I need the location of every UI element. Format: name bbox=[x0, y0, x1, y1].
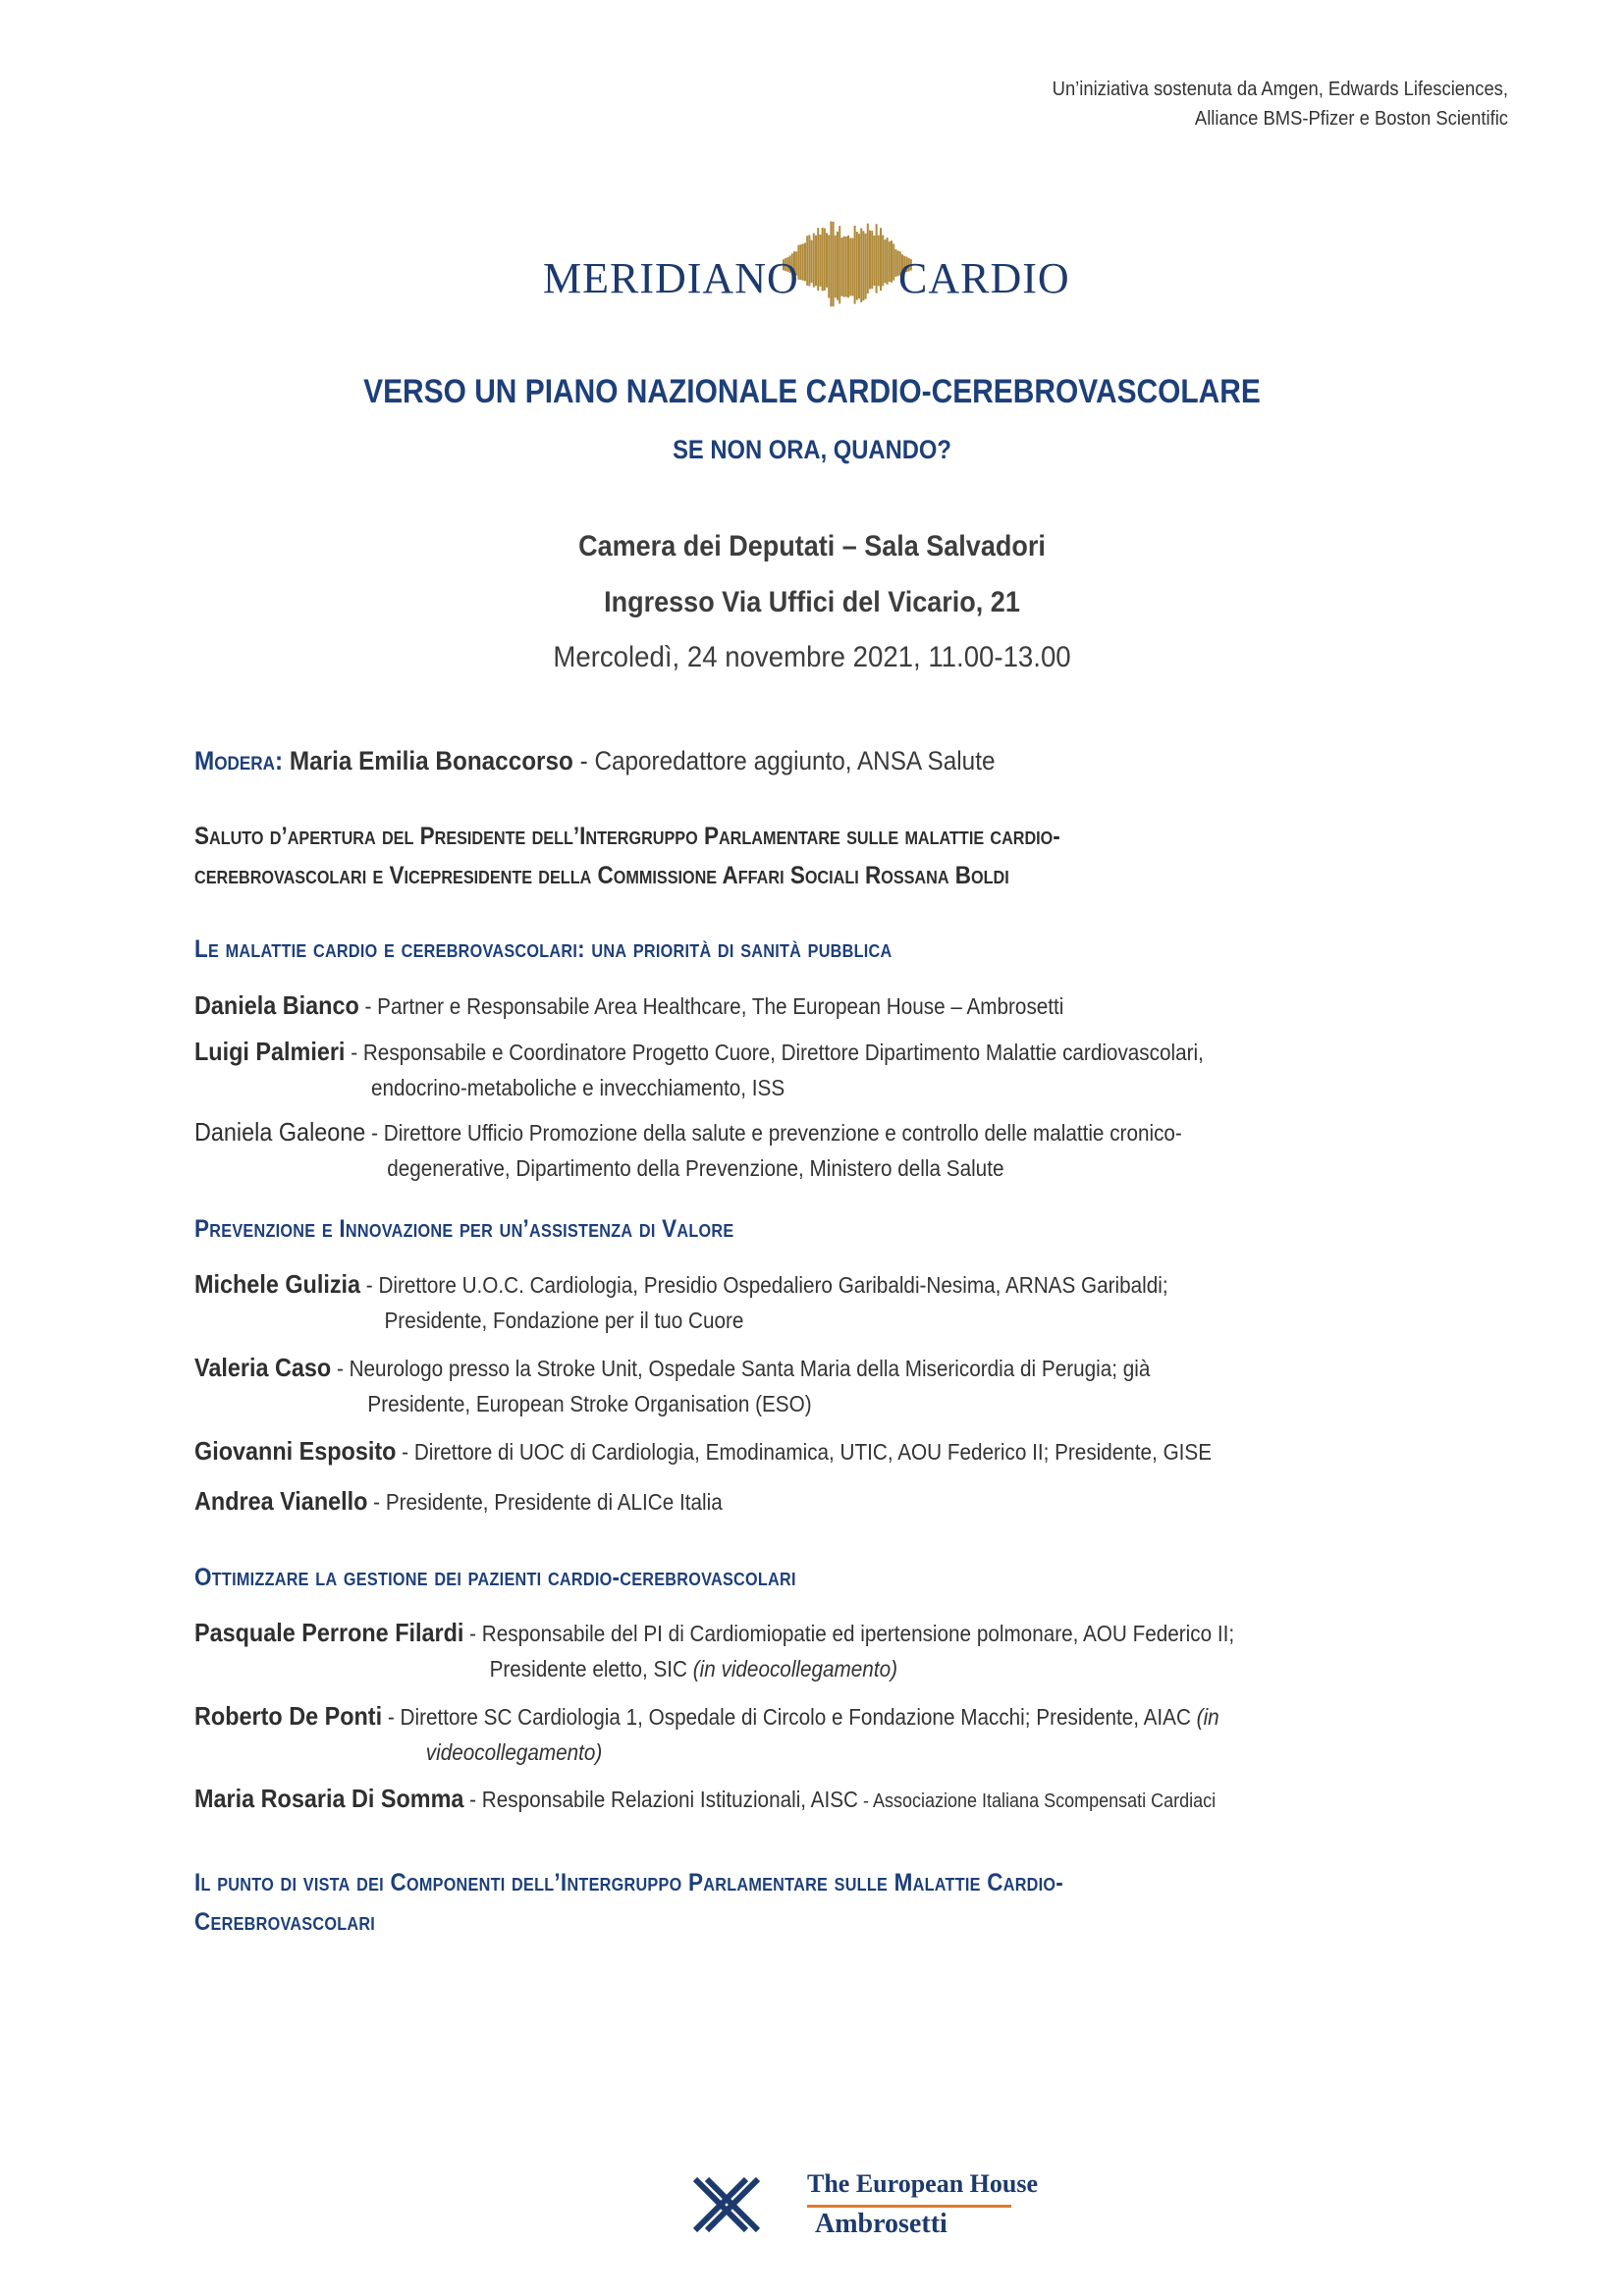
speaker-role: Direttore SC Cardiologia 1, Ospedale di Circolo e Fondazione Macchi; Presidente, AIAC bbox=[400, 1704, 1197, 1730]
sponsor-line-1: Un’iniziativa sostenuta da Amgen, Edwards Lifesciences, bbox=[1052, 79, 1508, 100]
speaker-name: Daniela Bianco bbox=[194, 990, 359, 1020]
speaker-michele-gulizia bbox=[194, 1266, 1343, 1338]
speaker-role: Neurologo presso la Stroke Unit, Ospedale Santa Maria della Misericordia di Perugia; già bbox=[349, 1356, 1151, 1381]
event-subtitle: SE NON ORA, QUANDO? bbox=[673, 435, 951, 464]
speaker-name: Giovanni Esposito bbox=[194, 1436, 397, 1466]
speaker-separator: - bbox=[396, 1439, 414, 1465]
venue-name: Camera dei Deputati – Sala Salvadori bbox=[578, 530, 1046, 562]
speaker-role-cont: endocrino-metaboliche e invecchiamento, ISS bbox=[371, 1075, 785, 1100]
section-heading-4 bbox=[194, 1863, 1343, 1942]
section-heading-1: Le malattie cardio e cerebrovascolari: una priorità di sanità pubblica bbox=[194, 935, 893, 963]
speaker-name: Daniela Galeone bbox=[194, 1117, 366, 1147]
speaker-separator: - bbox=[382, 1704, 401, 1730]
speaker-separator: - bbox=[360, 1272, 379, 1298]
speaker-separator: - bbox=[345, 1040, 363, 1065]
speaker-role: Responsabile e Coordinatore Progetto Cuore, Direttore Dipartimento Malattie cardiovascolari, bbox=[362, 1040, 1204, 1065]
logo-word-meridiano: MERIDIANO bbox=[543, 254, 799, 302]
speaker-daniela-galeone bbox=[194, 1114, 1343, 1186]
speaker-separator: - bbox=[463, 1787, 482, 1812]
speaker-giovanni-esposito bbox=[194, 1433, 1343, 1469]
speaker-name: Pasquale Perrone Filardi bbox=[194, 1618, 464, 1647]
section-heading-3: Ottimizzare la gestione dei pazienti cardio-cerebrovascolari bbox=[194, 1564, 796, 1591]
speaker-role: Direttore U.O.C. Cardiologia, Presidio Ospedaliero Garibaldi-Nesima, ARNAS Garibaldi; bbox=[378, 1272, 1168, 1298]
speaker-pasquale-perrone-filardi bbox=[194, 1615, 1343, 1686]
event-date-time: Mercoledì, 24 novembre 2021, 11.00-13.00 bbox=[553, 641, 1071, 673]
speaker-role-small: - Associazione Italiana Scompensati Cardiaci bbox=[857, 1790, 1217, 1812]
venue-entrance: Ingresso Via Uffici del Vicario, 21 bbox=[604, 586, 1020, 618]
section-heading-4-line-2: Cerebrovascolari bbox=[194, 1908, 376, 1936]
moderator-line bbox=[194, 746, 1343, 776]
speaker-role-cont: Presidente, Fondazione per il tuo Cuore bbox=[384, 1308, 744, 1333]
speaker-role-text: Presidente eletto, SIC bbox=[489, 1656, 693, 1682]
speaker-separator: - bbox=[463, 1621, 482, 1646]
speaker-role-cont: degenerative, Dipartimento della Prevenzione, Ministero della Salute bbox=[387, 1155, 1004, 1181]
footer-logo-line-2: Ambrosetti bbox=[815, 2209, 947, 2239]
moderator-name: Maria Emilia Bonaccorso bbox=[289, 746, 573, 775]
opening-remarks bbox=[194, 817, 1343, 895]
speaker-andrea-vianello bbox=[194, 1483, 1343, 1520]
speaker-separator: - bbox=[365, 1120, 384, 1146]
event-title: VERSO UN PIANO NAZIONALE CARDIO-CEREBROVASCOLARE bbox=[363, 373, 1261, 410]
opening-line-1: Saluto d’apertura del Presidente dell’Intergruppo Parlamentare sulle malattie cardio- bbox=[194, 823, 1060, 850]
speaker-role-note-cont: videocollegamento) bbox=[425, 1739, 603, 1765]
speaker-role: Direttore di UOC di Cardiologia, Emodinamica, UTIC, AOU Federico II; Presidente, GISE bbox=[413, 1439, 1213, 1465]
meridiano-cardio-logo bbox=[543, 192, 1093, 330]
speaker-name: Andrea Vianello bbox=[194, 1486, 368, 1516]
speaker-separator: - bbox=[358, 993, 378, 1019]
speaker-valeria-caso bbox=[194, 1350, 1343, 1421]
speaker-role: Direttore Ufficio Promozione della salute e prevenzione e controllo delle malattie cronico- bbox=[383, 1120, 1182, 1146]
footer-logo-line-1: The European House bbox=[807, 2169, 1039, 2198]
sponsor-line-2: Alliance BMS-Pfizer e Boston Scientific bbox=[1194, 108, 1508, 130]
speaker-role-cont: Presidente, European Stroke Organisation (ESO) bbox=[367, 1391, 812, 1416]
sponsor-note bbox=[876, 75, 1508, 133]
speaker-name: Michele Gulizia bbox=[194, 1269, 361, 1299]
speaker-daniela-bianco bbox=[194, 988, 1343, 1024]
speaker-maria-rosaria-di-somma bbox=[194, 1781, 1343, 1819]
moderator-role: - Caporedattore aggiunto, ANSA Salute bbox=[572, 746, 996, 775]
ambrosetti-cross-icon bbox=[687, 2171, 766, 2240]
speaker-role: Partner e Responsabile Area Healthcare, The European House – Ambrosetti bbox=[377, 993, 1064, 1019]
speaker-name: Luigi Palmieri bbox=[194, 1037, 346, 1066]
footer-logo-accent-bar bbox=[807, 2205, 1011, 2208]
speaker-roberto-de-ponti bbox=[194, 1698, 1343, 1770]
opening-line-2: cerebrovascolari e Vicepresidente della Commissione Affari Sociali Rossana Boldi bbox=[194, 862, 1009, 889]
speaker-role: Responsabile del PI di Cardiomiopatie ed ipertensione polmonare, AOU Federico II; bbox=[481, 1621, 1235, 1646]
speaker-role: Responsabile Relazioni Istituzionali, AISC bbox=[481, 1787, 858, 1812]
moderator-label: Modera: bbox=[194, 746, 284, 775]
speaker-luigi-palmieri bbox=[194, 1034, 1343, 1105]
speaker-name: Valeria Caso bbox=[194, 1353, 332, 1382]
section-heading-2: Prevenzione e Innovazione per un’assistenza di Valore bbox=[194, 1215, 734, 1243]
speaker-role: Presidente, Presidente di ALICe Italia bbox=[385, 1489, 723, 1515]
speaker-separator: - bbox=[367, 1489, 386, 1515]
speaker-role-note: (in bbox=[1196, 1704, 1219, 1730]
european-house-ambrosetti-logo bbox=[687, 2167, 1039, 2246]
speaker-role-cont bbox=[194, 1735, 1343, 1770]
speaker-role-cont bbox=[194, 1651, 1343, 1686]
section-heading-4-line-1: Il punto di vista dei Componenti dell’Intergruppo Parlamentare sulle Malattie Cardio- bbox=[194, 1869, 1064, 1896]
speaker-role-note: (in videocollegamento) bbox=[692, 1656, 897, 1682]
logo-word-cardio: CARDIO bbox=[898, 254, 1070, 302]
speaker-separator: - bbox=[331, 1356, 350, 1381]
speaker-name: Roberto De Ponti bbox=[194, 1701, 383, 1731]
speaker-name: Maria Rosaria Di Somma bbox=[194, 1784, 464, 1813]
